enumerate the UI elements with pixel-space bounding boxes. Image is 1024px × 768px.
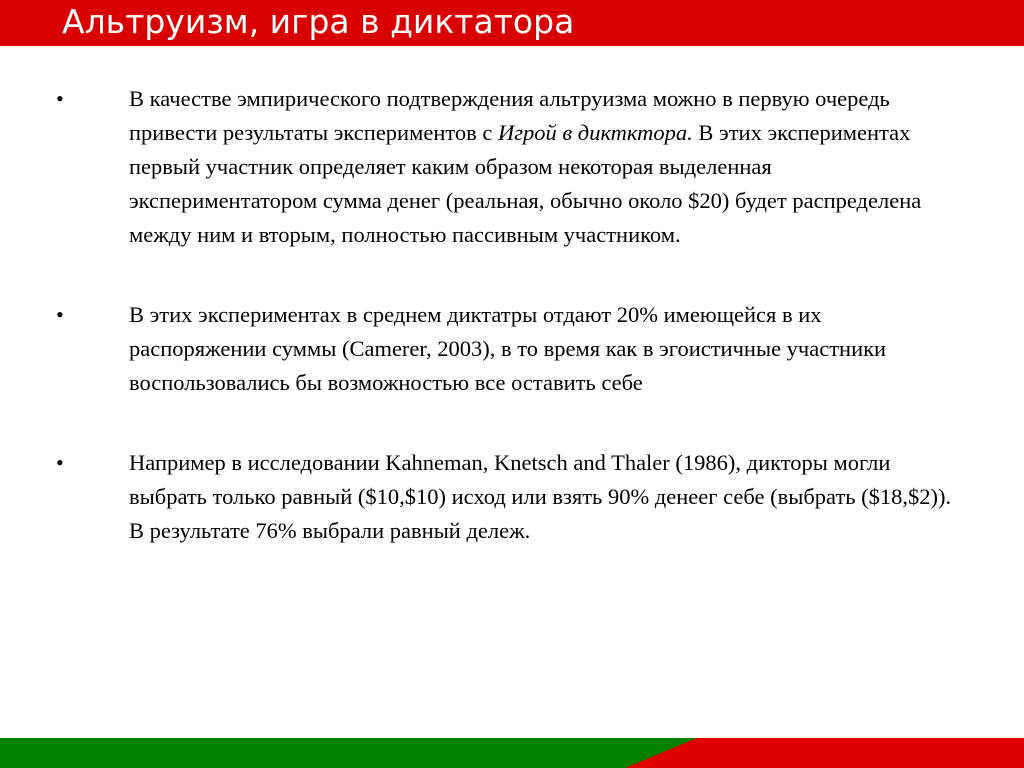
- footer-green-section: [0, 738, 697, 768]
- bullet-text: [129, 82, 954, 252]
- bullet-marker: •: [56, 302, 64, 327]
- bullet-text: Например в исследовании Kahneman, Knetsch and Thaler (1986), дикторы могли выбрать только равный ($10,$10) исход или взять 90% денеег себе (выбрать ($18,$2)). В результате 76% выбрали равный дележ.: [129, 450, 952, 543]
- footer-band-graphic: [0, 738, 1024, 768]
- bullet-marker: •: [56, 450, 64, 475]
- bullet-item-3: [56, 446, 976, 548]
- emphasis-text: Игрой в диктктора.: [498, 120, 693, 145]
- bullet-item-2: [56, 298, 976, 400]
- bullet-text: В этих экспериментах в среднем диктатры отдают 20% имеющейся в их распоряжении суммы (Camerer, 2003), в то время как в эгоистичные участники воспользовались бы возможностью все оставить себе: [129, 302, 887, 395]
- bullet-marker: •: [56, 86, 64, 111]
- bullet-item-1: [56, 82, 976, 252]
- slide-title: Альтруизм, игра в диктатора: [62, 2, 575, 41]
- footer-band: [0, 738, 1024, 768]
- bullet-text-part: В качестве эмпирического подтверждения альтруизма можно в первую очередь привести результаты экспериментов с: [129, 86, 890, 145]
- bullet-list: [56, 82, 976, 594]
- title-band: [0, 0, 1024, 46]
- bullet-text-part: В этих экспериментах первый участник определяет каким образом некоторая выделенная экспериментатором сумма денег (реальная, обычно около $20) будет распределена между ним и вторым, полностью пассивным участником.: [129, 120, 922, 247]
